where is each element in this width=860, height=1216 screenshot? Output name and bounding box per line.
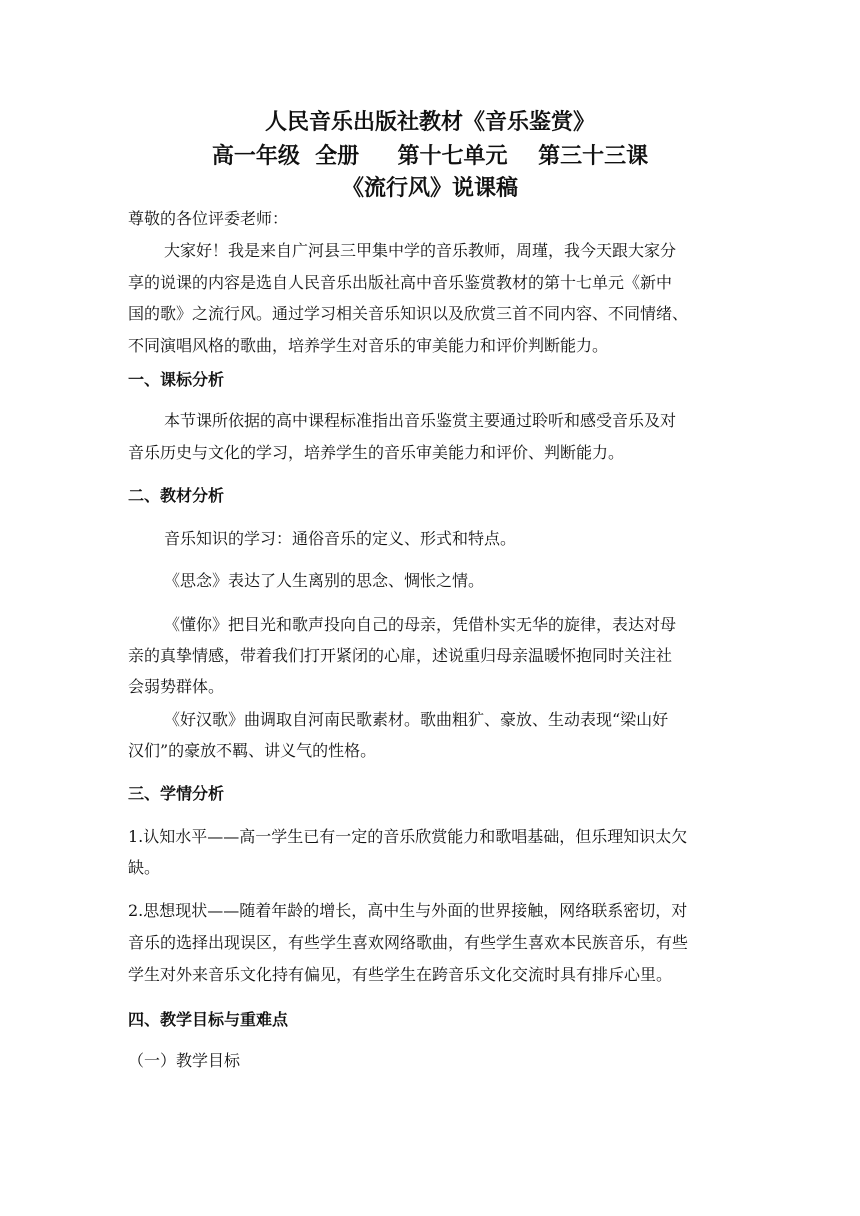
list-item-line: 缺。: [128, 858, 161, 877]
list-item-line: 2.思想现状——随着年龄的增长，高中生与外面的世界接触，网络联系密切，对: [128, 901, 688, 920]
salutation: 尊敬的各位评委老师：: [128, 209, 289, 228]
paragraph-line: 汉们”的豪放不羁、讲义气的性格。: [128, 741, 377, 760]
intro-line: 大家好！我是来自广河县三甲集中学的音乐教师，周瑾，我今天跟大家分: [164, 241, 677, 260]
section-heading-textbook: 二、教材分析: [128, 486, 225, 505]
paragraph-line: 音乐知识的学习：通俗音乐的定义、形式和特点。: [164, 529, 517, 548]
intro-line: 国的歌》之流行风。通过学习相关音乐知识以及欣赏三首不同内容、不同情绪、: [128, 304, 689, 323]
list-item-line: 1.认知水平——高一学生已有一定的音乐欣赏能力和歌唱基础，但乐理知识太欠: [128, 827, 688, 846]
paragraph-line: 亲的真挚情感，带着我们打开紧闭的心扉，述说重归母亲温暖怀抱同时关注社: [128, 646, 673, 665]
list-item-line: 音乐的选择出现误区，有些学生喜欢网络歌曲，有些学生喜欢本民族音乐，有些: [128, 933, 689, 952]
paragraph-line: 《好汉歌》曲调取自河南民歌素材。歌曲粗犷、豪放、生动表现“梁山好: [164, 710, 669, 729]
section-heading-learners: 三、学情分析: [128, 784, 225, 803]
paragraph-line: 会弱势群体。: [128, 677, 225, 696]
document-title-lesson: 《流行风》说课稿: [341, 176, 518, 201]
section-heading-curriculum: 一、课标分析: [128, 370, 225, 389]
paragraph-line: 《懂你》把目光和歌声投向自己的母亲，凭借朴实无华的旋律，表达对母: [164, 615, 677, 634]
subsection-heading: （一）教学目标: [128, 1051, 241, 1070]
document-title-publisher: 人民音乐出版社教材《音乐鉴赏》: [264, 110, 595, 135]
paragraph-line: 本节课所依据的高中课程标准指出音乐鉴赏主要通过聆听和感受音乐及对: [164, 411, 677, 430]
intro-line: 不同演唱风格的歌曲，培养学生对音乐的审美能力和评价判断能力。: [128, 336, 609, 355]
list-item-line: 学生对外来音乐文化持有偏见，有些学生在跨音乐文化交流时具有排斥心里。: [128, 965, 673, 984]
document-title-unit: 高一年级 全册 第十七单元 第三十三课: [211, 144, 649, 169]
section-heading-objectives: 四、教学目标与重难点: [128, 1010, 289, 1029]
intro-line: 享的说课的内容是选自人民音乐出版社高中音乐鉴赏教材的第十七单元《新中: [128, 273, 673, 292]
paragraph-line: 《思念》表达了人生离别的思念、惆怅之情。: [164, 571, 485, 590]
paragraph-line: 音乐历史与文化的学习，培养学生的音乐审美能力和评价、判断能力。: [128, 443, 625, 462]
